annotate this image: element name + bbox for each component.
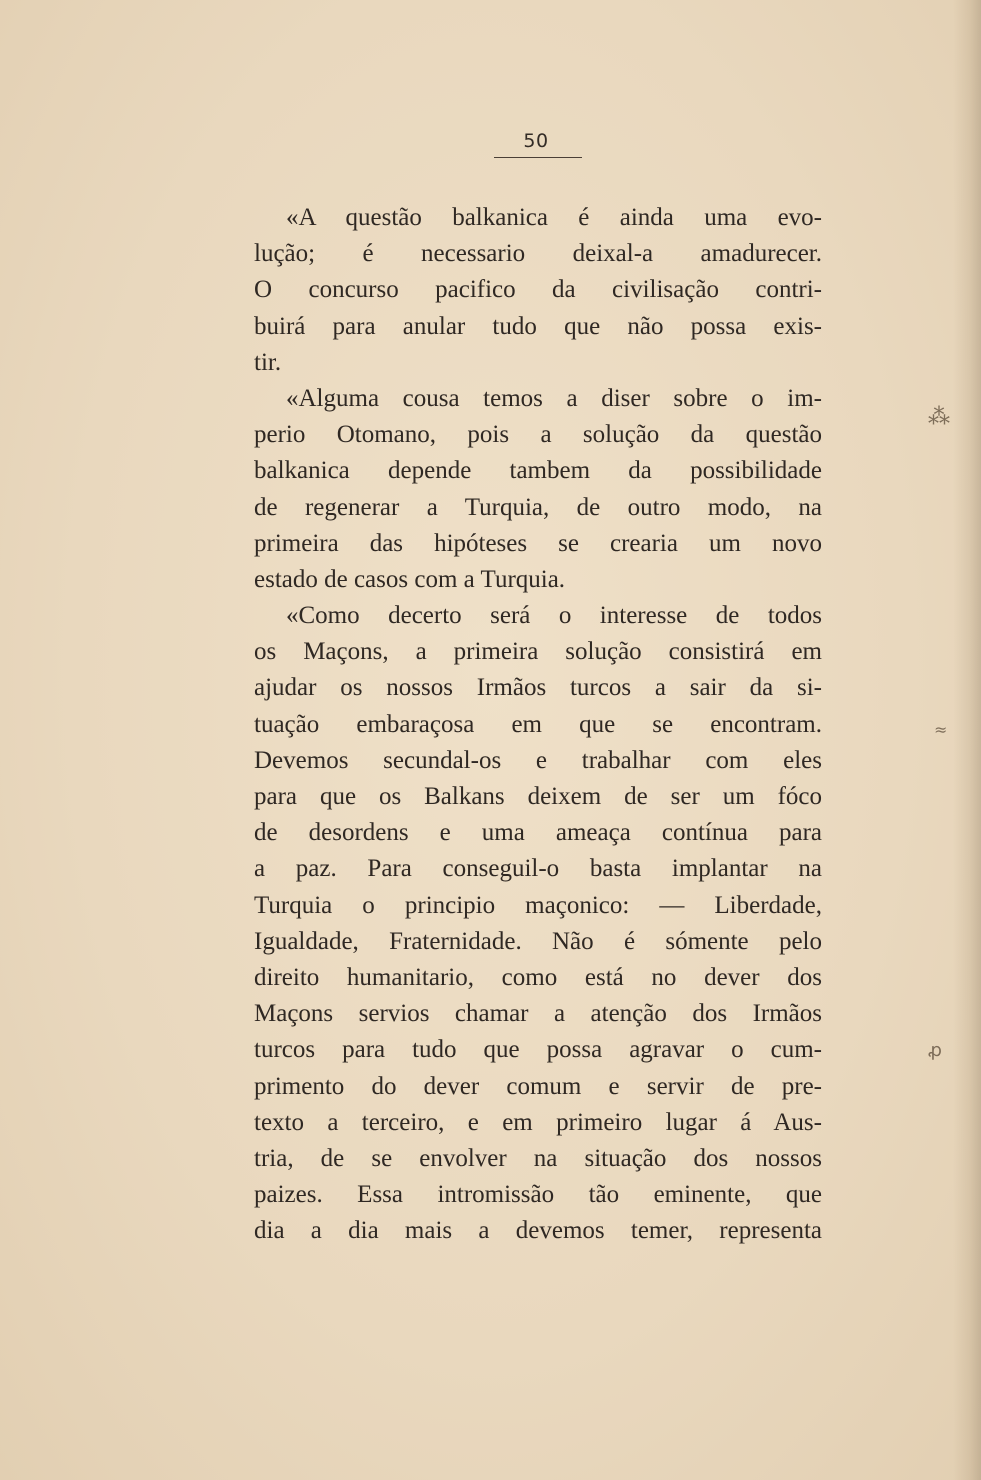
body-text (254, 200, 822, 1249)
text-line: para que os Balkans deixem de ser um fóco (254, 783, 822, 810)
text-line: Devemos secundal-os e trabalhar com eles (254, 746, 822, 774)
page-number-rule (494, 157, 582, 158)
text-line: buirá para anular tudo que não possa exis- (254, 312, 822, 340)
text-line: primeira das hipóteses se crearia um novo (254, 529, 822, 557)
text-line: Igualdade, Fraternidade. Não é sómente pelo (254, 927, 822, 955)
text-line: Maçons servios chamar a atenção dos Irmãos (254, 1000, 822, 1028)
page-edge-shadow (953, 0, 981, 1480)
text-line: O concurso pacifico da civilisação contri- (254, 276, 822, 304)
text-line: a paz. Para conseguil-o basta implantar na (254, 855, 822, 883)
margin-show-through-mark: ꝓ (928, 1040, 942, 1061)
text-line: tria, de se envolver na situação dos nossos (254, 1144, 822, 1172)
text-line: texto a terceiro, e em primeiro lugar á Aus- (254, 1108, 822, 1136)
text-line: tuação embaraçosa em que se encontram. (254, 710, 822, 738)
text-line: Turquia o principio maçonico: — Liberdade, (254, 891, 822, 919)
text-line: estado de casos com a Turquia. (254, 565, 566, 593)
text-line: os Maçons, a primeira solução consistirá em (254, 638, 822, 666)
text-line: «Alguma cousa temos a diser sobre o im- (286, 384, 822, 412)
text-line: de desordens e uma ameaça contínua para (254, 819, 822, 847)
text-line: direito humanitario, como está no dever dos (254, 963, 822, 991)
page-number: 50 (523, 130, 549, 152)
text-line: «Como decerto será o interesse de todos (286, 602, 822, 630)
text-line: paizes. Essa intromissão tão eminente, que (254, 1181, 822, 1209)
text-line: «A questão balkanica é ainda uma evo- (286, 204, 822, 231)
text-line: de regenerar a Turquia, de outro modo, na (254, 493, 822, 521)
margin-show-through-mark: ⁂ (928, 405, 950, 430)
text-line: tir. (254, 348, 282, 376)
text-line: dia a dia mais a devemos temer, representa (254, 1217, 822, 1245)
text-line: turcos para tudo que possa agravar o cum- (254, 1036, 822, 1064)
text-line: primento do dever comum e servir de pre- (254, 1072, 822, 1100)
text-line: balkanica depende tambem da possibilidade (254, 457, 822, 485)
text-line: perio Otomano, pois a solução da questão (254, 421, 822, 449)
text-line: ajudar os nossos Irmãos turcos a sair da si- (254, 674, 822, 702)
margin-show-through-mark: ≈ (934, 720, 948, 739)
text-line: lução; é necessario deixal-a amadurecer. (254, 240, 822, 268)
